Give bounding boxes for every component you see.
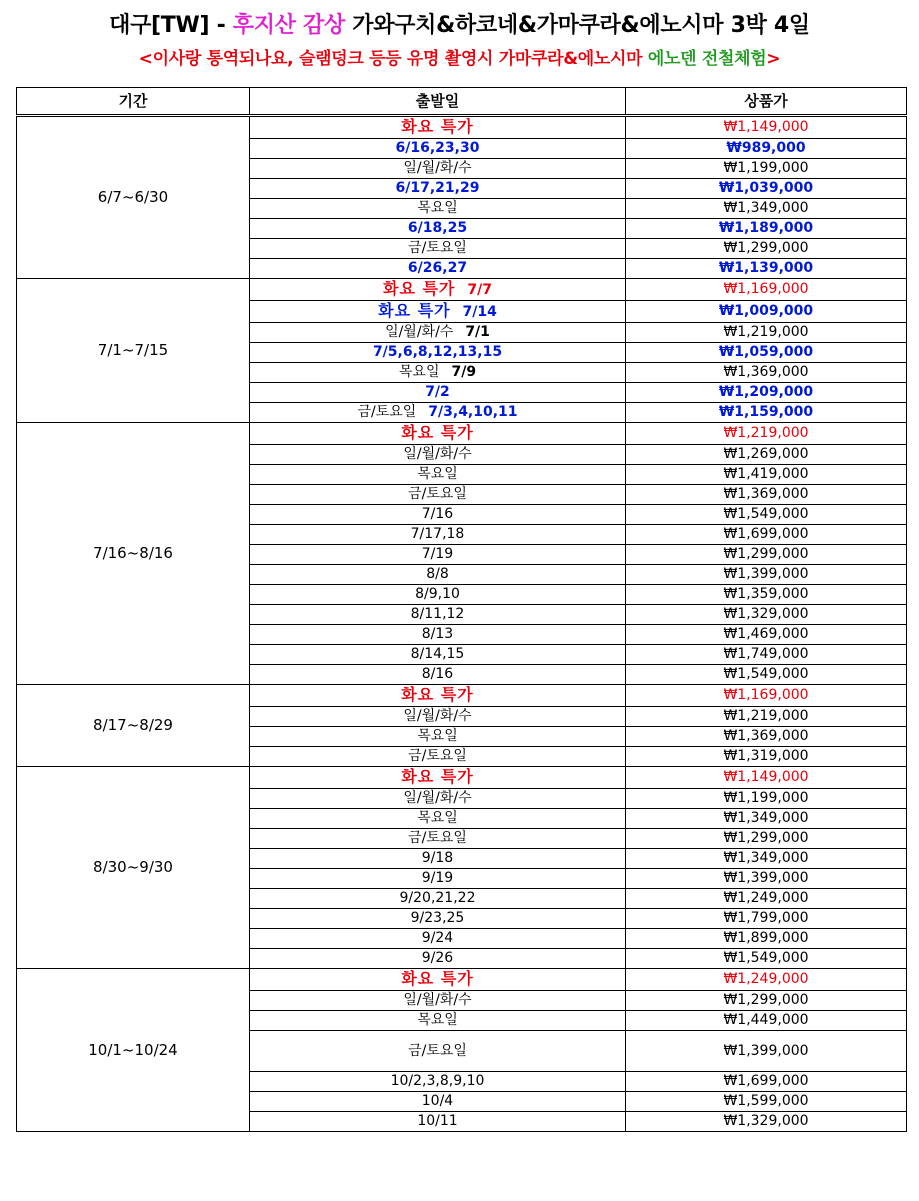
- table-header-row: [17, 88, 907, 116]
- departure-text: 7/5,6,8,12,13,15: [372, 344, 503, 360]
- departure-text: 8/9,10: [415, 586, 460, 602]
- departure-text: 금/토요일: [408, 486, 467, 502]
- departure-text: 화요 특가: [401, 767, 474, 786]
- price-cell: ₩1,299,000: [626, 991, 907, 1011]
- table-row: [17, 767, 907, 789]
- departure-cell: [250, 1092, 626, 1112]
- departure-text: 목요일: [417, 728, 458, 744]
- departure-text: 8/11,12: [410, 606, 465, 622]
- departure-cell: [250, 747, 626, 767]
- departure-cell: [250, 239, 626, 259]
- period-cell: 8/17~8/29: [17, 685, 250, 767]
- price-cell: ₩1,249,000: [626, 889, 907, 909]
- departure-text: 9/23,25: [410, 910, 465, 926]
- departure-note: 7/7: [467, 282, 492, 298]
- departure-cell: [250, 949, 626, 969]
- departure-text: 8/13: [421, 626, 454, 642]
- departure-text: 6/17,21,29: [395, 180, 480, 196]
- price-cell: ₩1,469,000: [626, 625, 907, 645]
- departure-cell: [250, 849, 626, 869]
- departure-cell: [250, 909, 626, 929]
- departure-cell: [250, 625, 626, 645]
- price-cell: ₩1,249,000: [626, 969, 907, 991]
- departure-cell: [250, 445, 626, 465]
- departure-text: 7/17,18: [410, 526, 465, 542]
- departure-note: 7/14: [462, 304, 497, 320]
- price-cell: ₩1,169,000: [626, 685, 907, 707]
- departure-cell: [250, 585, 626, 605]
- departure-cell: [250, 383, 626, 403]
- price-cell: ₩1,329,000: [626, 1112, 907, 1132]
- subtitle-red: <이사랑 통역되나요, 슬램덩크 등등 유명 촬영시 가마쿠라&에노시마: [138, 49, 648, 69]
- departure-cell: [250, 343, 626, 363]
- departure-cell: [250, 969, 626, 991]
- price-cell: ₩1,549,000: [626, 505, 907, 525]
- price-cell: ₩1,599,000: [626, 1092, 907, 1112]
- departure-text: 10/11: [417, 1113, 458, 1129]
- price-cell: ₩1,749,000: [626, 645, 907, 665]
- departure-note: 7/1: [465, 324, 490, 340]
- period-cell: 10/1~10/24: [17, 969, 250, 1132]
- price-cell: ₩1,349,000: [626, 809, 907, 829]
- page-header: [0, 0, 919, 86]
- price-cell: ₩989,000: [626, 139, 907, 159]
- price-cell: ₩1,299,000: [626, 829, 907, 849]
- period-cell: 6/7~6/30: [17, 116, 250, 279]
- departure-cell: [250, 869, 626, 889]
- departure-text: 9/19: [421, 870, 454, 886]
- departure-cell: [250, 1072, 626, 1092]
- departure-cell: [250, 179, 626, 199]
- departure-text: 목요일: [398, 364, 440, 380]
- column-header-price: 상품가: [626, 88, 907, 116]
- price-cell: ₩1,219,000: [626, 707, 907, 727]
- departure-cell: [250, 565, 626, 585]
- price-cell: ₩1,149,000: [626, 116, 907, 139]
- price-table: [16, 87, 907, 1132]
- departure-text: 일/월/화/수: [403, 160, 472, 176]
- departure-cell: [250, 403, 626, 423]
- departure-cell: [250, 423, 626, 445]
- price-cell: ₩1,899,000: [626, 929, 907, 949]
- table-row: [17, 969, 907, 991]
- departure-cell: [250, 645, 626, 665]
- price-cell: ₩1,219,000: [626, 423, 907, 445]
- price-cell: ₩1,349,000: [626, 199, 907, 219]
- page-subtitle: [0, 44, 919, 74]
- table-body: [17, 116, 907, 1132]
- price-cell: ₩1,549,000: [626, 949, 907, 969]
- period-cell: 8/30~9/30: [17, 767, 250, 969]
- price-cell: ₩1,369,000: [626, 727, 907, 747]
- price-cell: ₩1,139,000: [626, 259, 907, 279]
- departure-cell: [250, 727, 626, 747]
- departure-cell: [250, 1031, 626, 1072]
- departure-cell: [250, 685, 626, 707]
- departure-text: 8/16: [421, 666, 454, 682]
- departure-cell: [250, 1112, 626, 1132]
- departure-text: 10/2,3,8,9,10: [390, 1073, 485, 1089]
- price-cell: ₩1,369,000: [626, 363, 907, 383]
- departure-cell: [250, 1011, 626, 1031]
- departure-cell: [250, 323, 626, 343]
- price-cell: ₩1,319,000: [626, 747, 907, 767]
- price-cell: ₩1,699,000: [626, 525, 907, 545]
- price-cell: ₩1,799,000: [626, 909, 907, 929]
- departure-cell: [250, 767, 626, 789]
- departure-cell: [250, 139, 626, 159]
- departure-cell: [250, 929, 626, 949]
- departure-text: 금/토요일: [357, 404, 417, 420]
- departure-cell: [250, 525, 626, 545]
- table-row: [17, 423, 907, 445]
- departure-text: 6/26,27: [407, 260, 468, 276]
- price-cell: ₩1,349,000: [626, 849, 907, 869]
- price-cell: ₩1,189,000: [626, 219, 907, 239]
- title-rest: 가와구치&하코네&가마쿠라&에노시마 3박 4일: [344, 13, 810, 38]
- departure-cell: [250, 199, 626, 219]
- price-cell: ₩1,219,000: [626, 323, 907, 343]
- price-cell: ₩1,039,000: [626, 179, 907, 199]
- page-title: [0, 8, 919, 44]
- price-cell: ₩1,299,000: [626, 239, 907, 259]
- departure-cell: [250, 159, 626, 179]
- departure-text: 화요 특가: [401, 969, 474, 988]
- price-cell: ₩1,399,000: [626, 1031, 907, 1072]
- departure-text: 화요 특가: [401, 685, 474, 704]
- departure-text: 9/20,21,22: [399, 890, 476, 906]
- price-cell: ₩1,419,000: [626, 465, 907, 485]
- departure-cell: [250, 545, 626, 565]
- departure-text: 금/토요일: [408, 1042, 467, 1059]
- departure-text: 일/월/화/수: [385, 324, 454, 340]
- departure-cell: [250, 665, 626, 685]
- column-header-period: 기간: [17, 88, 250, 116]
- price-cell: ₩1,549,000: [626, 665, 907, 685]
- subtitle-green: 에노덴 전철체험: [647, 49, 767, 69]
- departure-text: 목요일: [417, 1012, 458, 1028]
- price-cell: ₩1,399,000: [626, 869, 907, 889]
- table-row: [17, 116, 907, 139]
- departure-text: 금/토요일: [408, 748, 467, 764]
- departure-cell: [250, 605, 626, 625]
- price-cell: ₩1,329,000: [626, 605, 907, 625]
- departure-text: 7/19: [421, 546, 454, 562]
- departure-text: 8/14,15: [410, 646, 465, 662]
- departure-text: 7/2: [425, 384, 450, 400]
- departure-note: 7/3,4,10,11: [428, 404, 518, 420]
- departure-text: 6/16,23,30: [395, 140, 480, 156]
- departure-cell: [250, 789, 626, 809]
- departure-cell: [250, 279, 626, 301]
- departure-cell: [250, 485, 626, 505]
- departure-cell: [250, 829, 626, 849]
- departure-text: 9/18: [421, 850, 454, 866]
- column-header-departure: 출발일: [250, 88, 626, 116]
- departure-text: 일/월/화/수: [403, 446, 472, 462]
- departure-text: 9/24: [421, 930, 454, 946]
- price-cell: ₩1,159,000: [626, 403, 907, 423]
- departure-cell: [250, 889, 626, 909]
- departure-text: 일/월/화/수: [403, 992, 472, 1008]
- price-cell: ₩1,299,000: [626, 545, 907, 565]
- departure-text: 6/18,25: [407, 220, 468, 236]
- departure-text: 화요 특가: [378, 301, 451, 320]
- departure-cell: [250, 505, 626, 525]
- departure-text: 화요 특가: [401, 117, 474, 136]
- departure-text: 일/월/화/수: [403, 790, 472, 806]
- departure-cell: [250, 991, 626, 1011]
- price-cell: ₩1,149,000: [626, 767, 907, 789]
- departure-text: 금/토요일: [408, 240, 467, 256]
- departure-cell: [250, 219, 626, 239]
- departure-cell: [250, 301, 626, 323]
- departure-cell: [250, 363, 626, 383]
- departure-note: 7/9: [451, 364, 477, 380]
- price-cell: ₩1,359,000: [626, 585, 907, 605]
- period-cell: 7/16~8/16: [17, 423, 250, 685]
- title-prefix: 대구[TW] -: [109, 13, 233, 38]
- price-cell: ₩1,199,000: [626, 159, 907, 179]
- departure-text: 목요일: [417, 466, 458, 482]
- price-cell: ₩1,059,000: [626, 343, 907, 363]
- price-cell: ₩1,269,000: [626, 445, 907, 465]
- departure-text: 일/월/화/수: [403, 708, 472, 724]
- departure-text: 금/토요일: [408, 830, 467, 846]
- departure-text: 목요일: [417, 200, 458, 216]
- price-cell: ₩1,009,000: [626, 301, 907, 323]
- departure-text: 목요일: [417, 810, 458, 826]
- price-cell: ₩1,699,000: [626, 1072, 907, 1092]
- departure-cell: [250, 707, 626, 727]
- price-cell: ₩1,449,000: [626, 1011, 907, 1031]
- departure-text: 8/8: [426, 566, 449, 582]
- departure-text: 9/26: [421, 950, 454, 966]
- title-highlight: 후지산 감상: [232, 13, 345, 38]
- price-cell: ₩1,369,000: [626, 485, 907, 505]
- departure-text: 10/4: [421, 1093, 454, 1109]
- departure-cell: [250, 259, 626, 279]
- departure-cell: [250, 465, 626, 485]
- table-row: [17, 279, 907, 301]
- price-cell: ₩1,169,000: [626, 279, 907, 301]
- table-row: [17, 685, 907, 707]
- subtitle-end: >: [766, 49, 781, 69]
- departure-text: 7/16: [421, 506, 454, 522]
- departure-cell: [250, 809, 626, 829]
- departure-text: 화요 특가: [401, 423, 474, 442]
- price-cell: ₩1,399,000: [626, 565, 907, 585]
- departure-text: 화요 특가: [382, 279, 456, 298]
- price-cell: ₩1,199,000: [626, 789, 907, 809]
- period-cell: 7/1~7/15: [17, 279, 250, 423]
- departure-cell: [250, 116, 626, 139]
- price-cell: ₩1,209,000: [626, 383, 907, 403]
